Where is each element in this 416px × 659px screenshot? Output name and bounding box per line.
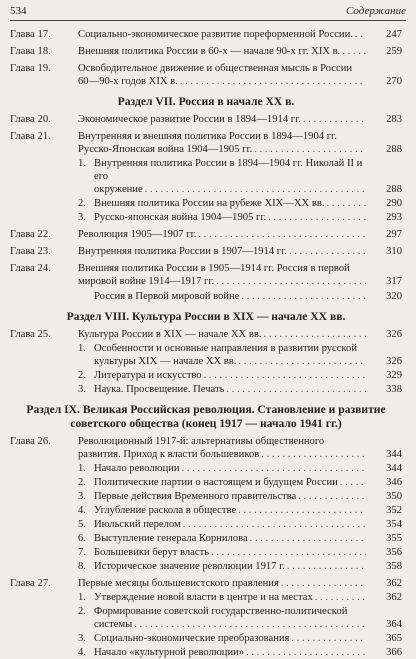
section-number: 4. (78, 647, 86, 658)
entry-page-number: 362 (386, 592, 402, 603)
toc-entry (10, 632, 402, 645)
entry-title-end: Начало революции (94, 463, 180, 474)
entry-page-number: 354 (386, 519, 402, 530)
toc-entry (10, 504, 402, 517)
entry-title-end: Россия в Первой мировой войне (94, 291, 240, 302)
dot-leader (281, 577, 366, 590)
entry-leader-line (94, 355, 402, 368)
entry-leader-line (94, 646, 402, 659)
dot-leader (182, 462, 366, 475)
section-number: 3. (78, 491, 86, 502)
dot-leader (340, 476, 366, 489)
toc-chapter (10, 245, 402, 258)
toc-chapter (10, 62, 402, 88)
entry-leader-line (94, 183, 402, 196)
entry-title-end: Внешняя политика России в 60-х — начале 90-х гг. XIX в. (78, 46, 341, 57)
entry-title-line: Формирование советской государственно-политической (94, 606, 348, 617)
entry-page-number: 329 (386, 370, 402, 381)
toc-entry (10, 342, 402, 368)
toc-chapter (10, 435, 402, 461)
section-number: 1. (78, 592, 86, 603)
entry-leader-line (94, 632, 402, 645)
entry-leader-line (94, 197, 402, 210)
entry-title-line: Освободительное движение и общественная мысль в России (78, 63, 353, 74)
toc-entry (10, 546, 402, 559)
section-number: 1. (78, 158, 86, 169)
dot-leader (261, 448, 366, 461)
entry-title-end: Русско-Японская война 1904—1905 гг. (78, 144, 253, 155)
toc-entry (10, 369, 402, 382)
part-heading: Раздел VII. Россия в начале XX в. (117, 95, 295, 108)
section-number: 7. (78, 547, 86, 558)
entry-page-number: 355 (386, 533, 402, 544)
entry-title-line: Особенности и основные направления в развитии русской (94, 343, 358, 354)
table-of-contents (10, 24, 402, 659)
entry-title-end: Историческое значение революции 1917 г. (94, 561, 285, 572)
chapter-label: Глава 22. (10, 229, 51, 240)
entry-title-end: Июльский перелом (94, 519, 181, 530)
toc-entry (10, 476, 402, 489)
page-number: 534 (10, 5, 27, 17)
entry-leader-line (94, 591, 402, 604)
toc-entry (10, 383, 402, 396)
entry-title-end: Выступление генерала Корнилова (94, 533, 248, 544)
entry-leader-line (78, 75, 402, 88)
entry-title-end: Углубление раскола в обществе (94, 505, 237, 516)
entry-title-end: развития. Приход к власти большевиков (78, 449, 260, 460)
entry-page-number: 310 (386, 246, 402, 257)
entry-leader-line (94, 518, 402, 531)
section-number: 5. (78, 519, 86, 530)
section-number: 2. (78, 477, 86, 488)
entry-page-number: 320 (386, 291, 402, 302)
entry-page-number: 270 (386, 76, 402, 87)
dot-leader (287, 560, 366, 573)
dot-leader (238, 355, 366, 368)
entry-leader-line (78, 113, 402, 126)
entry-title-end: Утверждение новой власти в центре и на местах (94, 592, 313, 603)
entry-page-number: 365 (386, 633, 402, 644)
entry-leader-line (78, 228, 402, 241)
entry-title-end: Литература и искусство (94, 370, 202, 381)
chapter-label: Глава 18. (10, 46, 51, 57)
section-number: 1. (78, 463, 86, 474)
entry-leader-line (94, 383, 402, 396)
entry-leader-line (78, 275, 402, 288)
entry-page-number: 356 (386, 547, 402, 558)
dot-leader (216, 275, 366, 288)
entry-title-line: Внутренняя и внешняя политика России в 1894—1904 гг. (78, 131, 337, 142)
toc-entry (10, 532, 402, 545)
entry-title-end: Политические партии о настоящем и будущем России (94, 477, 338, 488)
entry-leader-line (78, 45, 402, 58)
entry-page-number: 259 (386, 46, 402, 57)
entry-leader-line (78, 328, 402, 341)
dot-leader (180, 75, 366, 88)
entry-page-number: 350 (386, 491, 402, 502)
toc-chapter (10, 113, 402, 126)
entry-leader-line (94, 476, 402, 489)
section-number: 6. (78, 533, 86, 544)
dot-leader (134, 618, 366, 631)
entry-leader-line (94, 462, 402, 475)
entry-page-number: 352 (386, 505, 402, 516)
entry-page-number: 338 (386, 384, 402, 395)
entry-title-end: Начало «культурной революции» (94, 647, 245, 658)
entry-page-number: 326 (386, 329, 402, 340)
chapter-label: Глава 23. (10, 246, 51, 257)
entry-title-end: Внутренняя политика России в 1907—1914 гг. (78, 246, 287, 257)
dot-leader (198, 228, 366, 241)
entry-title-end: Социально-экономическое развитие пореформенной России. (78, 29, 353, 40)
chapter-label: Глава 17. (10, 29, 51, 40)
dot-leader (268, 211, 366, 224)
entry-title-end: Социально-экономические преобразования (94, 633, 290, 644)
part-heading: Раздел VIII. Культура России в XIX — начале XX вв. (66, 310, 346, 323)
entry-page-number: 346 (386, 477, 402, 488)
part-heading: Раздел IX. Великая Российская революция. Становление и развитие советского общества (конец 1917 — начало 1941 гг.) (26, 403, 386, 430)
dot-leader (226, 383, 366, 396)
entry-title-line: Революционный 1917-й: альтернативы общественного (78, 436, 325, 447)
dot-leader (291, 632, 366, 645)
running-header (10, 3, 406, 19)
entry-title-end: Русско-японская война 1904—1905 гг. (94, 212, 267, 223)
dot-leader (298, 490, 366, 503)
entry-title-end: Экономическое развитие России в 1894—1914 гг. (78, 114, 301, 125)
dot-leader (355, 28, 366, 41)
section-number: 2. (78, 370, 86, 381)
dot-leader (183, 518, 366, 531)
toc-entry (10, 290, 402, 303)
entry-page-number: 288 (386, 184, 402, 195)
entry-page-number: 247 (386, 29, 402, 40)
toc-entry (10, 605, 402, 631)
toc-entry (10, 518, 402, 531)
chapter-label: Глава 21. (10, 131, 51, 142)
entry-title-end: Революция 1905—1907 гг. (78, 229, 197, 240)
entry-leader-line (94, 290, 402, 303)
entry-page-number: 362 (386, 578, 402, 589)
entry-leader-line (94, 560, 402, 573)
toc-chapter (10, 328, 402, 341)
running-title: Содержание (345, 5, 406, 17)
entry-page-number: 326 (386, 356, 402, 367)
entry-title-end: культуры XIX — начале XX вв. (94, 356, 237, 367)
dot-leader (254, 143, 366, 156)
section-number: 3. (78, 384, 86, 395)
entry-page-number: 364 (386, 619, 402, 630)
section-number: 3. (78, 212, 86, 223)
section-number: 4. (78, 505, 86, 516)
dot-leader (204, 369, 366, 382)
entry-leader-line (94, 369, 402, 382)
chapter-label: Глава 20. (10, 114, 51, 125)
header-rule (10, 20, 406, 21)
toc-entry (10, 462, 402, 475)
section-number: 8. (78, 561, 86, 572)
entry-page-number: 344 (386, 449, 402, 460)
entry-leader-line (94, 211, 402, 224)
entry-title-line: Внутренняя политика России в 1894—1904 гг. Николай II и его (94, 158, 363, 182)
entry-page-number: 358 (386, 561, 402, 572)
toc-chapter (10, 577, 402, 590)
toc-entry (10, 560, 402, 573)
entry-leader-line (94, 618, 402, 631)
toc-entry (10, 197, 402, 210)
chapter-label: Глава 27. (10, 578, 51, 589)
toc-entry (10, 157, 402, 196)
entry-title-end: системы (94, 619, 133, 630)
entry-leader-line (94, 504, 402, 517)
entry-leader-line (78, 143, 402, 156)
dot-leader (241, 290, 366, 303)
section-number: 2. (78, 198, 86, 209)
entry-title-end: Первые месяцы большевистского правления (78, 578, 279, 589)
toc-entry (10, 211, 402, 224)
entry-page-number: 288 (386, 144, 402, 155)
toc-entry (10, 646, 402, 659)
entry-title-line: Внешняя политика России в 1905—1914 гг. Россия в первой (78, 263, 350, 274)
entry-page-number: 293 (386, 212, 402, 223)
toc-entry (10, 591, 402, 604)
dot-leader (342, 45, 366, 58)
toc-chapter (10, 28, 402, 41)
dot-leader (250, 532, 366, 545)
entry-title-end: Наука. Просвещение. Печать (94, 384, 225, 395)
entry-title-end: Культура России в XIX — начале XX вв. (78, 329, 262, 340)
entry-page-number: 297 (386, 229, 402, 240)
entry-leader-line (94, 546, 402, 559)
entry-title-end: окружение (94, 184, 143, 195)
entry-title-end: мировой войне 1914—1917 гг. (78, 276, 215, 287)
entry-page-number: 366 (386, 647, 402, 658)
entry-page-number: 317 (386, 276, 402, 287)
entry-page-number: 290 (386, 198, 402, 209)
toc-chapter (10, 130, 402, 156)
toc-chapter (10, 228, 402, 241)
entry-leader-line (78, 577, 402, 590)
entry-title-end: Большевики берут власть (94, 547, 210, 558)
chapter-label: Глава 26. (10, 436, 51, 447)
entry-title-end: Первые действия Временного правительства (94, 491, 297, 502)
entry-page-number: 344 (386, 463, 402, 474)
section-number: 2. (78, 606, 86, 617)
entry-leader-line (78, 245, 402, 258)
dot-leader (264, 328, 366, 341)
section-number: 1. (78, 343, 86, 354)
toc-chapter (10, 262, 402, 288)
chapter-label: Глава 19. (10, 63, 51, 74)
entry-leader-line (78, 28, 402, 41)
entry-page-number: 283 (386, 114, 402, 125)
entry-leader-line (94, 490, 402, 503)
entry-leader-line (94, 532, 402, 545)
dot-leader (303, 113, 366, 126)
dot-leader (315, 591, 366, 604)
section-number: 3. (78, 633, 86, 644)
dot-leader (145, 183, 366, 196)
dot-leader (238, 504, 366, 517)
dot-leader (246, 646, 366, 659)
toc-chapter (10, 45, 402, 58)
dot-leader (289, 245, 366, 258)
entry-leader-line (78, 448, 402, 461)
dot-leader (327, 197, 367, 210)
chapter-label: Глава 25. (10, 329, 51, 340)
dot-leader (211, 546, 366, 559)
entry-title-end: Внешняя политика России на рубеже XIX—XX вв. (94, 198, 325, 209)
entry-title-end: 60—90-х годов XIX в. (78, 76, 178, 87)
toc-entry (10, 490, 402, 503)
chapter-label: Глава 24. (10, 263, 51, 274)
